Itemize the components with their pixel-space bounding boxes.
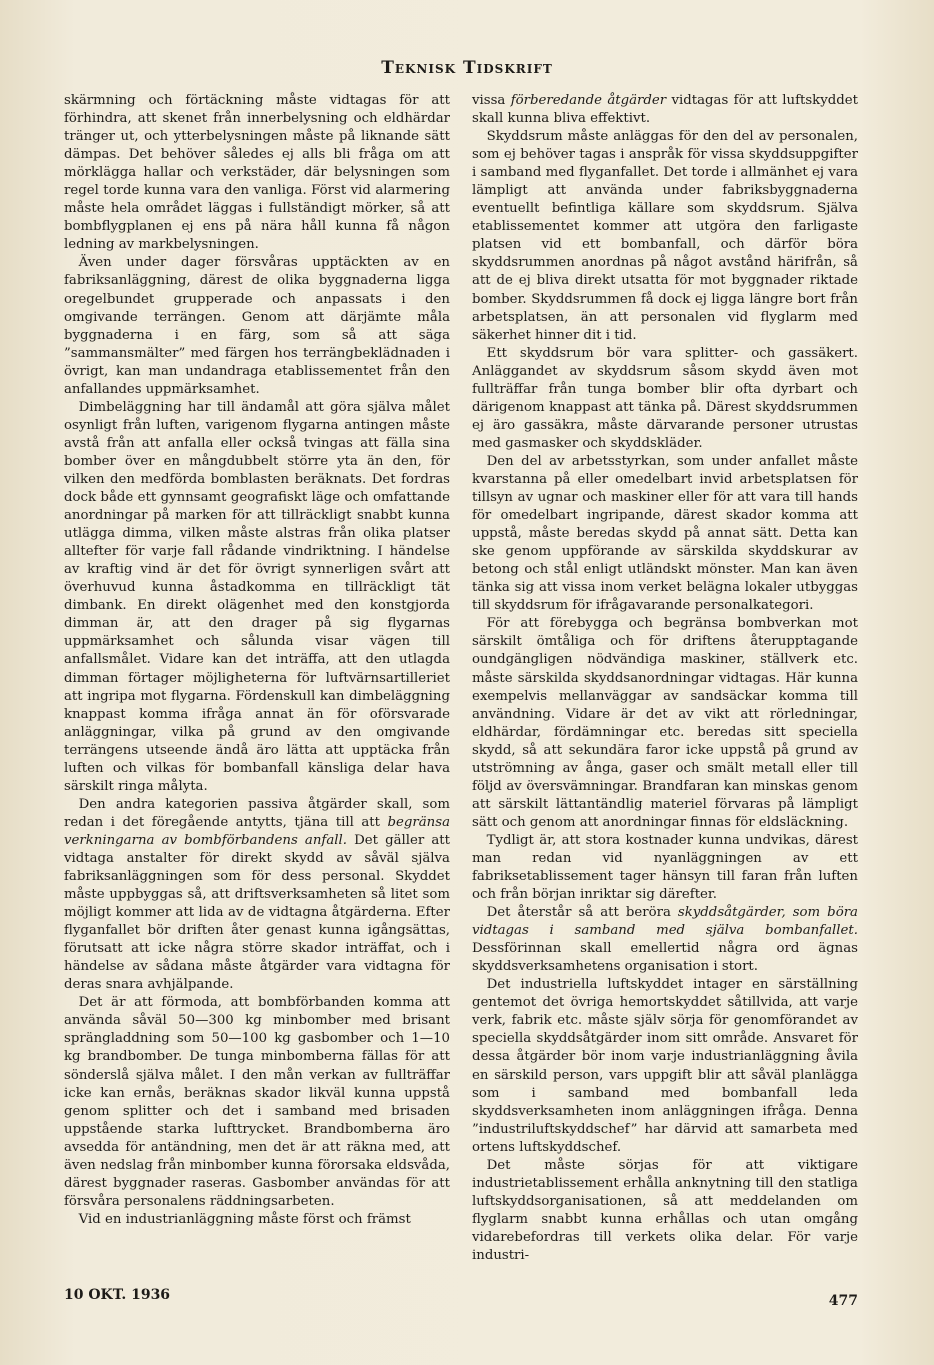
paragraph: Dimbeläggning har till ändamål att göra själva målet osynligt från luften, varigenom flygarna antingen måste avstå från att anfalla eller också tvingas att fälla sina bomber över en mångdubbelt större yta än den, för vilken den medförda bomblasten beräknats. Det fordras dock både ett gynnsamt geografiskt läge och omfattande anordningar på marken för att tillräckligt snabbt kunna utlägga dimma, vilken måste alstras från olika platser alltefter för varje fall rådande vindriktning. I händelse av kraftig vind är det för övrigt synnerligen svårt att överhuvud kunna åstadkomma en tillräckligt tät dimbank. En direkt olägenhet med den konstgjorda dimman är, att den drager på sig flygarnas uppmärksamhet och sålunda visar vägen till anfallsmålet. Vidare kan det inträffa, att den utlagda dimman förtager möjligheterna för luftvärnsartilleriet att ingripa mot flygarna. Fördenskull kan dimbeläggning knappast komma ifråga annat än för oförsvarade anläggningar, vilka på grund av den omgivande terrängens utseende ändå äro lätta att upptäcka från luften och vilkas för bombanfall känsliga delar hava särskilt ringa målyta. bbox=[64, 399, 450, 794]
paragraph: Det industriella luftskyddet intager en särställning gentemot det övriga hemortskyddet såtillvida, att varje verk, fabrik etc. måste själv sörja för genomförandet av speciella skyddsåtgärder inom sitt område. Ansvaret för dessa åtgärder bör inom varje industrianläggning åvila en särskild person, vars uppgift blir att såväl planlägga som i samband med bombanfall leda skyddsverksamheten inom anläggningen ifråga. Denna ”industriluftskyddschef” har därvid att samarbeta med ortens luftskyddschef. bbox=[472, 977, 858, 1155]
paragraph: Det måste sörjas för att viktigare industrietablissement erhålla anknytning till den statliga luftskyddsorganisationen, så att meddelanden om flyglarm snabbt kunna erhållas och utan omgång vidarebefordras till verkets olika delar. För varje industri- bbox=[472, 1157, 858, 1263]
emphasis: skyddsåtgärder, som böra vidtagas i samband med själva bombanfallet. bbox=[472, 905, 858, 939]
paragraph: Vid en industrianläggning måste först och främst bbox=[78, 1211, 411, 1227]
emphasis: förberedande åtgärder bbox=[510, 93, 667, 108]
page-number: 477 bbox=[828, 1293, 858, 1309]
paragraph: Tydligt är, att stora kostnader kunna undvikas, därest man redan vid nyanläggningen av ett fabriksetablissement tager hänsyn till faran från luften och från början inriktar sig därefter. bbox=[472, 832, 858, 903]
issue-date: 10 OKT. 1936 bbox=[64, 1287, 171, 1303]
paragraph: vissa förberedande åtgärder vidtagas för att luftskyddet skall kunna bliva effektivt. bbox=[472, 93, 858, 127]
paragraph: Den andra kategorien passiva åtgärder skall, som redan i det föregående antytts, tjäna till att begränsa verkningarna av bombförbandens anfall. Det gäller att vidtaga anstalter för direkt skydd av såväl själva fabriksanläggningen som för dess personal. Skyddet måste uppbyggas så, att driftsverksamheten så litet som möjligt kommer att lida av de vidtagna åtgärderna. Efter flyganfallet bör driften åter genast kunna igångsättas, förutsatt att icke några större skador inträffat, och i händelse av sådana måste åtgärder vara vidtagna för deras snara avhjälpande. bbox=[64, 796, 450, 993]
journal-header: Teknisk Tidskrift bbox=[381, 58, 553, 78]
left-column bbox=[64, 92, 450, 1229]
paragraph: Skyddsrum måste anläggas för den del av personalen, som ej behöver tagas i anspråk för vissa skyddsuppgifter i samband med flyganfallet. Det torde i allmänhet ej vara lämpligt att använda under fabriksbyggnaderna eventuellt befintliga källare som skyddsrum. Själva etablissementet kommer att utgöra den farligaste platsen vid ett bombanfall, och därför böra skyddsrummen anordnas på något avstånd härifrån, så att de ej bliva direkt utsatta för mot byggnader riktade bomber. Skyddsrummen få dock ej ligga längre bort från arbetsplatsen, än att personalen vid flyglarm med säkerhet hinner dit i tid. bbox=[472, 129, 858, 343]
paragraph: För att förebygga och begränsa bombverkan mot särskilt ömtåliga och för driftens återupptagande oundgängligen nödvändiga maskiner, ställverk etc. måste särskilda skyddsanordningar vidtagas. Här kunna exempelvis mellanväggar av sandsäckar komma till användning. Vidare är det av vikt att rörledningar, eldhärdar, fördämningar etc. beredas sitt speciella skydd, så att sekundära faror icke uppstå på grund av utströmning av ånga, gaser och smält metall eller till följd av översvämningar. Brandfaran kan minskas genom att särskilt lättantändlig materiel förvaras på lämpligt sätt och genom att anordningar finnas för eldsläckning. bbox=[472, 616, 858, 830]
right-column bbox=[472, 92, 858, 1265]
paragraph: Ett skyddsrum bör vara splitter- och gassäkert. Anläggandet av skyddsrum såsom skydd även mot fullträffar från tunga bomber blir ofta dyrbart och därigenom knappast att tänka på. Därest skyddsrummen ej äro gassäkra, måste därvarande personer utrustas med gasmasker och skyddskläder. bbox=[472, 345, 858, 451]
paragraph: Det är att förmoda, att bombförbanden komma att använda såväl 50—300 kg minbomber med brisant sprängladdning som 50—100 kg gasbomber och 1—10 kg brandbomber. De tunga minbomberna fällas för att sönderslå själva målet. I den mån verkan av fullträffar icke kan ernås, beräknas skador likväl kunna uppstå genom splitter och det i samband med brisaden uppstående starka lufttrycket. Brandbomberna äro avsedda för antändning, men det är att räkna med, att även nedslag från minbomber kunna förorsaka eldsvåda, därest byggnader raseras. Gasbomber användas för att försvåra personalens räddningsarbeten. bbox=[64, 995, 450, 1209]
emphasis: begränsa verkningarna av bombförbandens anfall. bbox=[64, 814, 450, 848]
paragraph: Den del av arbetsstyrkan, som under anfallet måste kvarstanna på eller omedelbart invid arbetsplatsen för tillsyn av ugnar och maskiner eller för att vara till hands för omedelbart ingripande, därest skador komma att uppstå, måste beredas skydd på annat sätt. Detta kan ske genom uppförande av särskilda skyddskurar av betong och stål enligt utländskt mönster. Man kan även tänka sig att vissa inom verket belägna lokaler utbyggas till skyddsrum för ifrågavarande personalkategori. bbox=[472, 453, 858, 614]
paragraph: Även under dager försvåras upptäckten av en fabriksanläggning, därest de olika byggnaderna ligga oregelbundet grupperade och anpassats i den omgivande terrängen. Genom att därjämte måla byggnaderna i en färg, som så att säga ”sammansmälter” med färgen hos terrängbeklädnaden i övrigt, kan man undandraga etablissementet från den anfallandes uppmärksamhet. bbox=[64, 255, 450, 397]
paragraph: skärmning och förtäckning måste vidtagas för att förhindra, att skenet från innerbelysning och eldhärdar tränger ut, och ytterbelysningen måste på liknande sätt dämpas. Det behöver således ej alls bli fråga om att mörklägga hallar och verkstäder, där belysningen som regel torde kunna vara den vanliga. Först vid alarmering måste hela området läggas i fullständigt mörker, så att bombflygplanen ej ens på nära håll kunna få någon ledning av markbelysningen. bbox=[64, 93, 450, 253]
paragraph: Det återstår så att beröra skyddsåtgärder, som böra vidtagas i samband med själva bombanfallet. Dessförinnan skall emellertid några ord ägnas skyddsverksamhetens organisation i stort. bbox=[472, 905, 858, 975]
